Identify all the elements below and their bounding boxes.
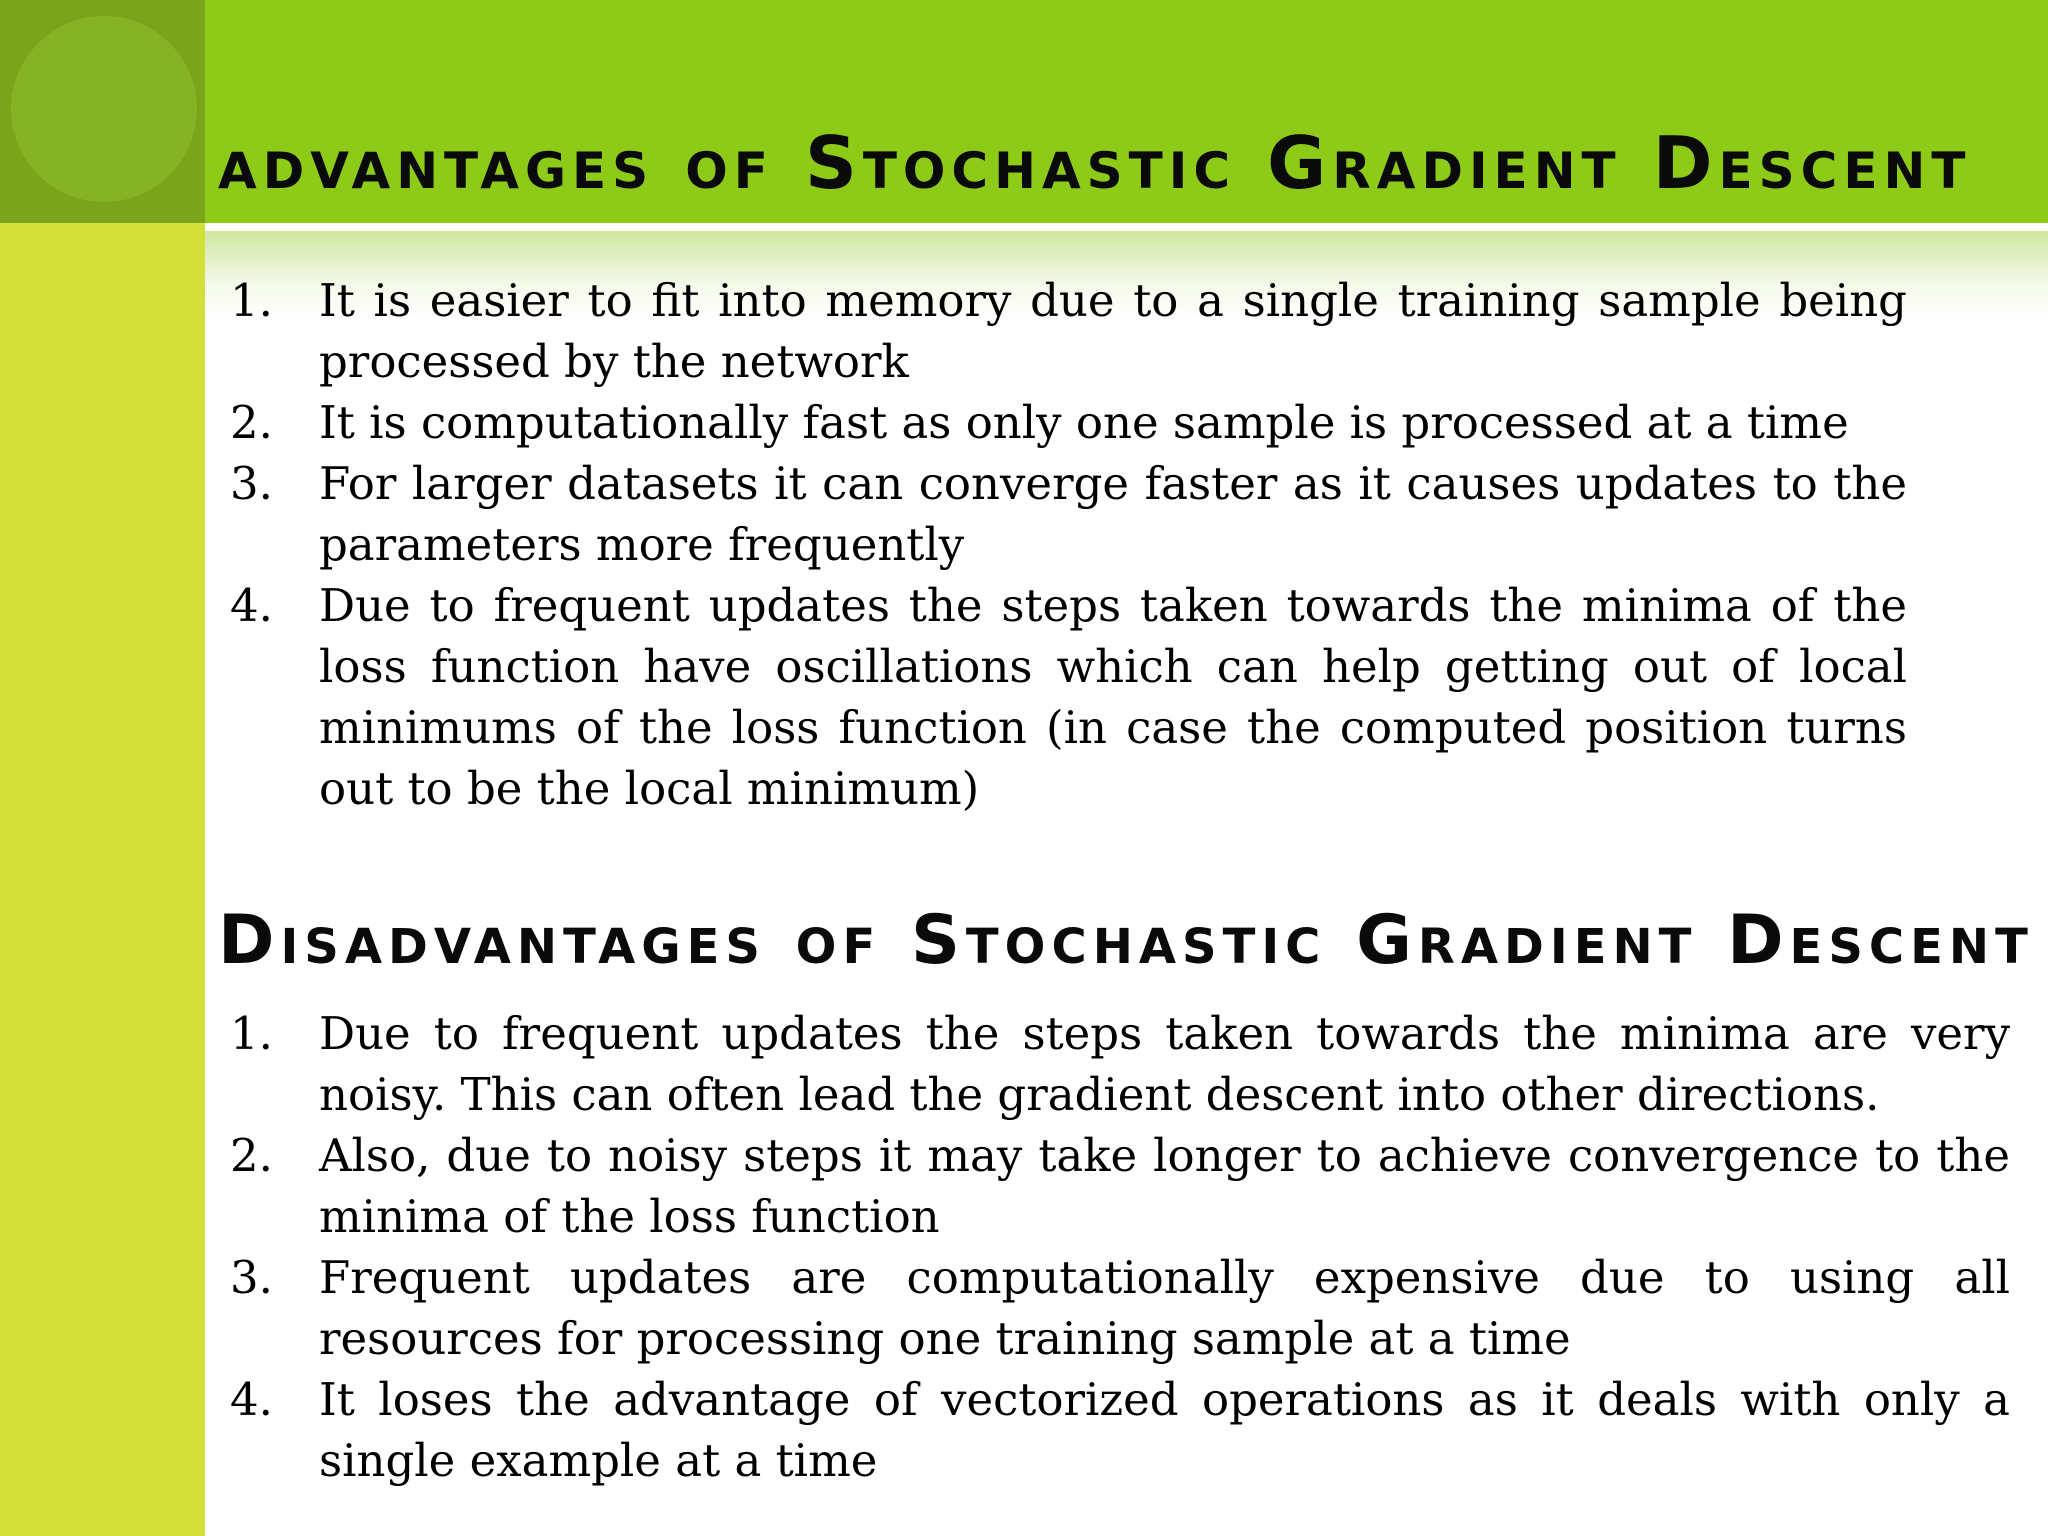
item-text: It is easier to fit into memory due to a single training sample being processed by the network [319,274,1907,388]
item-text: Due to frequent updates the steps taken towards the minima of the loss function have oscillations which can help getting out of local minimums of the loss function (in case the computed position turns out to be the local minimum) [319,579,1907,815]
item-text: Frequent updates are computationally expensive due to using all resources for processing one training sample at a time [319,1251,2010,1365]
list-item [230,1369,2010,1491]
item-number: 3. [230,457,273,510]
item-text: Also, due to noisy steps it may take longer to achieve convergence to the minima of the loss function [319,1129,2010,1243]
list-item [230,1003,2010,1125]
item-text: It is computationally fast as only one sample is processed at a time [319,396,1849,449]
list-item [230,575,1907,819]
advantages-title: advantages of Stochastic Gradient Descent [218,121,1972,205]
item-number: 4. [230,579,273,632]
disadvantages-list [230,1003,2010,1491]
header-divider [205,223,2048,231]
corner-block [0,0,205,223]
item-text: Due to frequent updates the steps taken towards the minima are very noisy. This can often lead the gradient descent into other directions. [319,1007,2010,1121]
list-item [230,1125,2010,1247]
item-text: It loses the advantage of vectorized operations as it deals with only a single example at a time [319,1373,2010,1487]
list-item [230,270,1907,392]
item-number: 1. [230,274,273,327]
disadvantages-title: Disadvantages of Stochastic Gradient Descent [218,901,2034,980]
decorative-circle [11,16,197,202]
item-number: 1. [230,1007,273,1060]
list-item [230,1247,2010,1369]
list-item [230,392,1907,453]
item-number: 3. [230,1251,273,1304]
list-item [230,453,1907,575]
item-text: For larger datasets it can converge faster as it causes updates to the parameters more frequently [319,457,1907,571]
left-accent-bar [0,223,205,1536]
item-number: 2. [230,1129,273,1182]
item-number: 4. [230,1373,273,1426]
advantages-list [230,270,1907,819]
item-number: 2. [230,396,273,449]
